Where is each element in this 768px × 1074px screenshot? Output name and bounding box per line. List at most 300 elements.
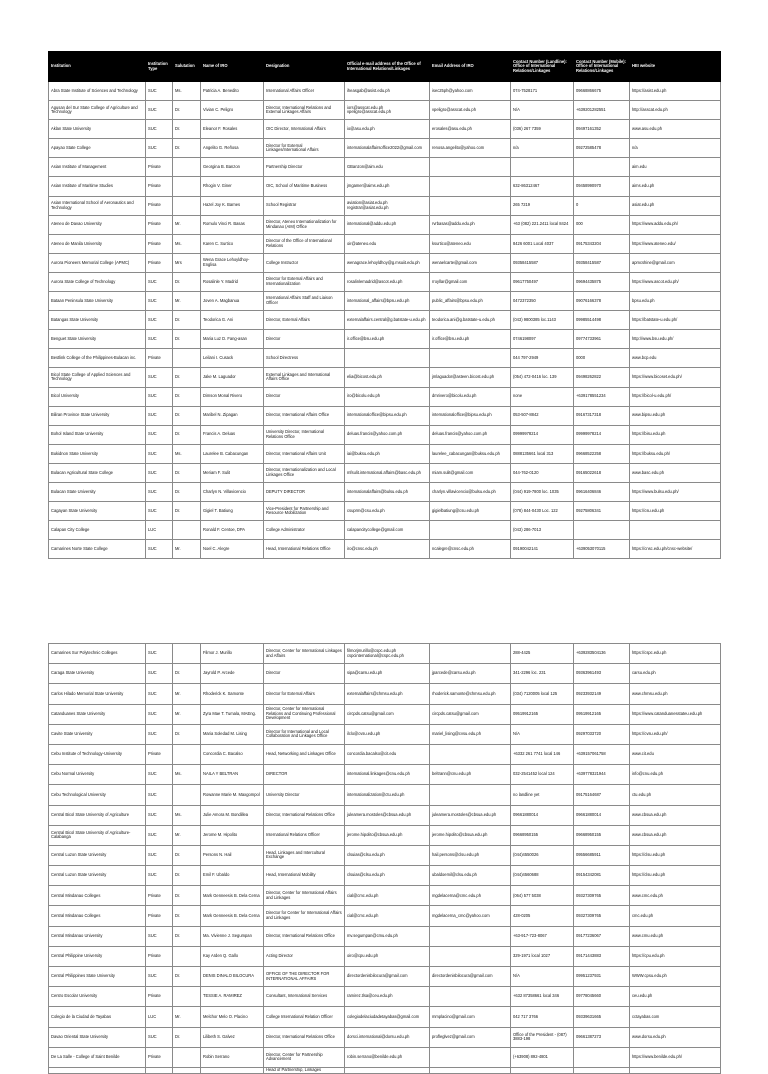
table-row [49, 926, 721, 946]
cell-institution-type: LUC [146, 521, 173, 540]
cell-institution-type: Private [146, 349, 173, 368]
cell-official-email: robin.serrano@benilde.edu.ph [345, 1047, 430, 1067]
cell-hei-website: https://www.catanduanesstateu.edu.ph [630, 704, 721, 724]
cell-official-email: cial@cmc.edu.ph [345, 906, 430, 926]
cell-salutation: Mr. [173, 1007, 201, 1027]
table-row [49, 664, 721, 684]
cell-salutation: Dr. [173, 926, 201, 946]
cell-name-of-iro: Laurelee B. Cabacungan [201, 444, 264, 463]
cell-iro-email: ncalegre@cnsc.edu.ph [430, 540, 511, 559]
cell-iro-email: jparcede@carsu.edu.ph [430, 664, 511, 684]
cell-hei-website: https://clsu.edu.ph [630, 866, 721, 886]
cell-mobile: 09297033720 [574, 724, 630, 744]
cell-landline: 0888135661 local 313 [511, 444, 574, 463]
cell-institution: Bulacan State University [49, 482, 146, 501]
cell-name-of-iro [201, 1067, 264, 1073]
cell-salutation [173, 521, 201, 540]
cell-iro-email [430, 349, 511, 368]
cell-institution-type: SUC [146, 540, 173, 559]
cell-institution-type: SUC [146, 664, 173, 684]
cell-hei-website: apmcshine@gmail.com [630, 253, 721, 272]
cell-institution: Colegio de la Ciudad de Tayabas [49, 1007, 146, 1027]
cell-name-of-iro: Georgina B. Banzon [201, 158, 264, 177]
col-header-official-email: Official e-mail address of the Office of International Relations/Linkages [345, 52, 430, 82]
cell-mobile: 09154342081 [574, 866, 630, 886]
cell-salutation: Dr. [173, 330, 201, 349]
cell-mobile: 09661387273 [574, 1027, 630, 1047]
cell-institution-type: SUC [146, 425, 173, 444]
cell-designation: Director, Ateneo Internationalization for Mindanao (AIM) Office [264, 215, 345, 234]
cell-mobile: 09076166378 [574, 292, 630, 311]
col-header-hei-website: HEI website [630, 52, 721, 82]
cell-institution-type: Private [146, 215, 173, 234]
cell-landline: +632 87358661 local 346 [511, 987, 574, 1007]
cell-designation: OIC Director, International Affairs [264, 120, 345, 139]
cell-official-email: mfsulit.international.affairs@basc.edu.ph [345, 463, 430, 482]
cell-official-email: externalaffairs.central@g.batstate-u.edu.ph [345, 311, 430, 330]
cell-name-of-iro: Ronald F. Centoe, DPA [201, 521, 264, 540]
cell-official-email: wenagrace.lehoyldhoy@g.msuiit.edu.ph [345, 253, 430, 272]
cell-landline: 09519912165 [511, 704, 574, 724]
cell-hei-website: n/a [630, 139, 721, 158]
cell-institution-type: SUC [146, 704, 173, 724]
cell-name-of-iro: Vivian C. Peligro [201, 101, 264, 120]
cell-official-email: iai@buksu.edu.ph [345, 444, 430, 463]
table-row [49, 101, 721, 120]
cell-institution: Central Philippines State University [49, 967, 146, 987]
table-row [49, 906, 721, 926]
cell-name-of-iro: Rowanne Marie M. Maxgompol [201, 785, 264, 805]
cell-hei-website: https://www.bulsu.edu.ph/ [630, 482, 721, 501]
cell-salutation: Mr. [173, 215, 201, 234]
cell-name-of-iro: Francis A. Deluas [201, 425, 264, 444]
cell-mobile: 09167317318 [574, 406, 630, 425]
cell-institution-type: SUC [146, 463, 173, 482]
table-row [49, 253, 721, 272]
cell-institution-type: SUC [146, 368, 173, 387]
cell-salutation: Dr. [173, 502, 201, 521]
cell-iro-email: profleglvez@gmail.com [430, 1027, 511, 1047]
cell-landline: no landline yet [511, 785, 574, 805]
cell-salutation: Dr. [173, 724, 201, 744]
cell-institution-type: SUC [146, 311, 173, 330]
cell-designation: Director, Internationalization and Local Linkages Office [264, 463, 345, 482]
col-header-landline: Contact Number (Landline): Office of International Relations/Linkages [511, 52, 574, 82]
header-row [49, 52, 721, 82]
cell-hei-website: https://www.bicoset.edu.ph/ [630, 368, 721, 387]
cell-institution: Cavite State University [49, 724, 146, 744]
cell-institution: Aklan State University [49, 120, 146, 139]
cell-salutation: Dr. [173, 368, 201, 387]
cell-mobile: +639157061758 [574, 744, 630, 764]
table-row [49, 886, 721, 906]
cell-mobile: 09358415587 [574, 253, 630, 272]
cell-designation: Head, International Relations Office [264, 540, 345, 559]
cell-iro-email: mgdelacerna@cmc.edu.ph [430, 886, 511, 906]
cell-mobile: 09339631665 [574, 1007, 630, 1027]
cell-salutation: Dr. [173, 886, 201, 906]
table-row [49, 444, 721, 463]
cell-iro-email: ir.office@bsu.edu.ph [430, 330, 511, 349]
cell-designation: College Administrator [264, 521, 345, 540]
cell-name-of-iro: Jayrold P. Arcede [201, 664, 264, 684]
cell-designation: Acting Director [264, 946, 345, 966]
cell-name-of-iro: NAILA Y BELTRAN [201, 765, 264, 785]
cell-hei-website: ctu.edu.ph [630, 785, 721, 805]
cell-mobile: 09668866675 [574, 82, 630, 101]
cell-mobile [574, 1067, 630, 1073]
cell-salutation: Mr. [173, 292, 201, 311]
cell-iro-email: rhoderick.samonte@chmsu.edu.ph [430, 684, 511, 704]
cell-designation: College Instructor [264, 253, 345, 272]
cell-landline: 428-0205 [511, 906, 574, 926]
cell-salutation: Dr. [173, 482, 201, 501]
cell-salutation: Mrs [173, 253, 201, 272]
cell-institution: Asian Institute of Management [49, 158, 146, 177]
cell-institution-type: SUC [146, 926, 173, 946]
cell-official-email: csuprm@csu.edu.ph [345, 502, 430, 521]
cell-official-email: sipa@carsu.edu.ph [345, 664, 430, 684]
cell-mobile: 09233932149 [574, 684, 630, 704]
cell-designation: Director, International Affairs Office [264, 406, 345, 425]
cell-institution: Apayao State College [49, 139, 146, 158]
cell-institution-type: Private [146, 158, 173, 177]
cell-designation: External Linkages and International Affairs Office [264, 368, 345, 387]
col-header-mobile: Contact Number (Mobile): Office of International Relations/Linkages [574, 52, 630, 82]
cell-designation: Consultant, International Services [264, 987, 345, 1007]
table-row [49, 196, 721, 215]
cell-landline: 09999978214 [511, 425, 574, 444]
cell-landline: 074-7528171 [511, 82, 574, 101]
cell-iro-email: gigielbatiung@csu.edu.ph [430, 502, 511, 521]
cell-mobile: 09363961493 [574, 664, 630, 684]
cell-designation: Director [264, 387, 345, 406]
cell-institution: Aurora State College of Technology [49, 272, 146, 291]
cell-designation: Director, Center for International Relations and Continuing Professional Development [264, 704, 345, 724]
cell-hei-website: cmc.edu.ph [630, 906, 721, 926]
cell-landline: Office of the President - (087) 3883-198 [511, 1027, 574, 1047]
cell-name-of-iro: Meriam F. Sulit [201, 463, 264, 482]
table-row [49, 704, 721, 724]
cell-iro-email: wenaelcarte@gmail.com [430, 253, 511, 272]
cell-institution-type: SUC [146, 967, 173, 987]
cell-institution-type: SUC [146, 502, 173, 521]
cell-institution-type: SUC [146, 82, 173, 101]
cell-name-of-iro: Rosalinle Y. Madrid [201, 272, 264, 291]
col-header-institution-type: Institution Type [146, 52, 173, 82]
cell-landline: 0746198097 [511, 330, 574, 349]
cell-official-email: cial@cmc.edu.ph [345, 886, 430, 906]
cell-institution-type: SUC [146, 444, 173, 463]
cell-name-of-iro: TESSIE A. RAMIREZ [201, 987, 264, 1007]
cell-institution [49, 1067, 146, 1073]
cell-designation: Director, Center for Partnership Advancement [264, 1047, 345, 1067]
cell-name-of-iro: Charlyn N. Villavicencio [201, 482, 264, 501]
cell-iro-email [430, 785, 511, 805]
cell-landline: 09661880014 [511, 805, 574, 825]
cell-institution: Abra State Institute of Sciences and Technology [49, 82, 146, 101]
cell-institution: Bicol State College of Applied Sciences and Technology [49, 368, 146, 387]
cell-mobile: +639201282551 [574, 101, 630, 120]
cell-designation: Director, Center for International Linkages and Affairs [264, 644, 345, 664]
cell-official-email: juleamera.mostoles@cbsua.edu.ph [345, 805, 430, 825]
cell-mobile: 09272585478 [574, 139, 630, 158]
table-row [49, 177, 721, 196]
table-row [49, 139, 721, 158]
cell-designation: University Director, International Relations Office [264, 425, 345, 444]
cell-mobile: 09175164687 [574, 785, 630, 805]
cell-official-email: iro@cnsc.edu.ph [345, 540, 430, 559]
cell-institution: Agusan del Sur State College of Agriculture and Technology [49, 101, 146, 120]
cell-name-of-iro: Jerome M. Hipolito [201, 825, 264, 845]
cell-official-email: jmgamer@aims.edu.ph [345, 177, 430, 196]
cell-hei-website: https://cspc.edu.ph [630, 644, 721, 664]
cell-name-of-iro: Rhogin V. Giner [201, 177, 264, 196]
cell-hei-website: https://bisu.edu.ph [630, 425, 721, 444]
cell-official-email: io@asu.edu.ph [345, 120, 430, 139]
cell-mobile: 09327309765 [574, 906, 630, 926]
cell-institution-type: Private [146, 987, 173, 1007]
cell-iro-email [430, 177, 511, 196]
cell-mobile: 09498262822 [574, 368, 630, 387]
cell-official-email: ilclo@cvsu.edu.ph [345, 724, 430, 744]
cell-institution-type: Private [146, 1047, 173, 1067]
cell-landline: 032-2541452 local 124 [511, 765, 574, 785]
cell-mobile: 0000 [574, 349, 630, 368]
col-header-institution: Institution [49, 52, 146, 82]
cell-iro-email: rroyllar@gmail.com [430, 272, 511, 291]
cell-name-of-iro: Zyra Mae T. Tumala, MAEng. [201, 704, 264, 724]
cell-official-email: iro@bicolu.edu.ph [345, 387, 430, 406]
cell-institution: Davao Oriental State University [49, 1027, 146, 1047]
cell-name-of-iro: Jake M. Laguador [201, 368, 264, 387]
cell-official-email: clsuias@clsu.edu.ph [345, 866, 430, 886]
col-header-designation: Designation [264, 52, 345, 82]
cell-iro-email [430, 987, 511, 1007]
cell-institution-type: Private [146, 234, 173, 253]
cell-institution: Central Luzon State University [49, 866, 146, 886]
cell-mobile: +639178551234 [574, 387, 630, 406]
cell-official-email: oiro@cpu.edu.ph [345, 946, 430, 966]
cell-designation: Head of Partnership, Linkages [264, 1067, 345, 1073]
cell-official-email: jerome.hipolito@cbsua.edu.ph [345, 825, 430, 845]
cell-official-email: deluas.francis@yahoo.com.ph [345, 425, 430, 444]
cell-institution: Carlos Hilado Memorial State University [49, 684, 146, 704]
cell-salutation [173, 158, 201, 177]
cell-name-of-iro: Dimson Monal Rivero [201, 387, 264, 406]
cell-mobile: 09458990970 [574, 177, 630, 196]
cell-hei-website: www.cmu.edu.ph [630, 926, 721, 946]
cell-mobile: 000 [574, 215, 630, 234]
table-row [49, 1047, 721, 1067]
cell-name-of-iro: Lilibeth S. Galvez [201, 1027, 264, 1047]
cell-iro-email: mgdelacerna_cmc@yahoo.com [430, 906, 511, 926]
cell-landline: 042 717 3766 [511, 1007, 574, 1027]
cell-institution-type: SUC [146, 805, 173, 825]
cell-mobile: 09985514498 [574, 311, 630, 330]
cell-mobile: 09774733961 [574, 330, 630, 349]
cell-iro-email: jmlaguador@asteen.bicost.edu.ph [430, 368, 511, 387]
cell-salutation: Dr. [173, 311, 201, 330]
cell-designation: Head, International Mobility [264, 866, 345, 886]
cell-salutation: Dr. [173, 120, 201, 139]
cell-iro-email: mariel_lising@cvsu.edu.ph [430, 724, 511, 744]
table-row [49, 425, 721, 444]
cell-landline [511, 1067, 574, 1073]
cell-official-email: colegiodelaciudadetayabas@gmail.com [345, 1007, 430, 1027]
cell-designation: Head, Linkages and Intercultural Exchange [264, 845, 345, 865]
cell-official-email: ir.office@bsu.edu.ph [345, 330, 430, 349]
cell-mobile [574, 158, 630, 177]
cell-institution: Central Philippine University [49, 946, 146, 966]
table-row [49, 724, 721, 744]
cell-official-email: directordenisbilocura@gmail.com [345, 967, 430, 987]
cell-salutation: Ms. [173, 765, 201, 785]
cell-institution: Camarines Sur Polytechnic Colleges [49, 644, 146, 664]
cell-salutation [173, 946, 201, 966]
cell-mobile: +639778321944 [574, 765, 630, 785]
cell-name-of-iro: Filmor J. Murillo [201, 644, 264, 664]
cell-hei-website: WWW.cpsu.edu.ph [630, 967, 721, 987]
cell-salutation: Dr. [173, 272, 201, 291]
table-row [49, 805, 721, 825]
table-row [49, 215, 721, 234]
cell-landline: (036) 267 7359 [511, 120, 574, 139]
cell-landline: n/a [511, 139, 574, 158]
cell-official-email: internationaloffice@bipsu.edu.ph [345, 406, 430, 425]
cell-institution-type: Private [146, 196, 173, 215]
cell-institution: Calapan City College [49, 521, 146, 540]
cell-salutation [173, 349, 201, 368]
table-row [49, 330, 721, 349]
cell-hei-website: https://cpu.edu.ph [630, 946, 721, 966]
cell-institution-type: Private [146, 946, 173, 966]
cell-iro-email [430, 926, 511, 946]
cell-mobile: 09519912165 [574, 704, 630, 724]
cell-designation: OFFICE OF THE DIRECTOR FOR INTERNATIONAL AFFAIRS [264, 967, 345, 987]
cell-salutation [173, 1047, 201, 1067]
cell-iro-email: erosales@asu.edu.ph [430, 120, 511, 139]
cell-mobile: 09327309765 [574, 886, 630, 906]
cell-designation: Partnership Director [264, 158, 345, 177]
cell-name-of-iro: Joven A. Magbanua [201, 292, 264, 311]
cell-mobile [574, 521, 630, 540]
cell-iro-email: laurelee_cabacungan@buksu.edu.ph [430, 444, 511, 463]
cell-name-of-iro: Maribel N. Zipagan [201, 406, 264, 425]
cell-institution-type: Private [146, 744, 173, 764]
table-row [49, 684, 721, 704]
cell-salutation: Mr. [173, 704, 201, 724]
cell-landline: 09358415587 [511, 253, 574, 272]
cell-iro-email [430, 946, 511, 966]
cell-official-email: international.linkages@cnu.edu.ph [345, 765, 430, 785]
cell-official-email: elia@bicost.edu.ph [345, 368, 430, 387]
cell-official-email: iors@asscat.edu.ph vpeligro@asscat.edu.ph [345, 101, 430, 120]
cell-salutation: Dr. [173, 139, 201, 158]
cell-designation: Director, International Affairs Unit [264, 444, 345, 463]
cell-landline: 341-2296 loc. 231 [511, 664, 574, 684]
cell-landline: 044 797-2949 [511, 349, 574, 368]
cell-hei-website: ceu.edu.ph [630, 987, 721, 1007]
table-row [49, 368, 721, 387]
cell-iro-email [430, 521, 511, 540]
cell-official-email: aviation@asiat.edu.ph registrar@asiat.edu.ph [345, 196, 430, 215]
cell-salutation [173, 644, 201, 664]
cell-institution-type: SUC [146, 724, 173, 744]
cell-mobile: 09177236067 [574, 926, 630, 946]
cell-landline: (043) 9800385 loc.1143 [511, 311, 574, 330]
cell-official-email: calapancitycollege@gmail.com [345, 521, 430, 540]
cell-salutation: Dr. [173, 906, 201, 926]
cell-designation: Director for International and Local Collaboration and Linkages Office [264, 724, 345, 744]
cell-designation: OIC, School of Maritime Business [264, 177, 345, 196]
table-row [49, 825, 721, 845]
cell-hei-website: carsu.edu.ph [630, 664, 721, 684]
cell-designation: Director of the Office of International Relations [264, 234, 345, 253]
col-header-salutation: Salutation [173, 52, 201, 82]
cell-iro-email: hail.persons@clsu.edu.ph [430, 845, 511, 865]
table-row [49, 785, 721, 805]
cell-hei-website: https://buksu.edu.ph/ [630, 444, 721, 463]
cell-institution: Biliran Province State University [49, 406, 146, 425]
cell-landline: (044)4550026 [511, 845, 574, 865]
cell-institution-type [146, 1067, 173, 1073]
cell-iro-email [430, 1047, 511, 1067]
cell-landline: (044) 919-7800 loc. 1035 [511, 482, 574, 501]
cell-official-email: international_affairs@bpsu.edu.ph [345, 292, 430, 311]
cell-salutation: Dr. [173, 664, 201, 684]
cell-landline: 288-4425 [511, 644, 574, 664]
cell-designation: Director for External Affairs and Internationalization [264, 272, 345, 291]
cell-name-of-iro: Kay Arden Q. Gallo [201, 946, 264, 966]
cell-landline: (064) 577 5038 [511, 886, 574, 906]
table-row [49, 1027, 721, 1047]
cell-mobile: 09661880014 [574, 805, 630, 825]
cell-landline: +63 (082) 221.2411 local 8424 [511, 215, 574, 234]
cell-iro-email [430, 744, 511, 764]
cell-salutation: Dr. [173, 387, 201, 406]
cell-landline: N/A [511, 724, 574, 744]
cell-institution: Central Mindanao Colleges [49, 886, 146, 906]
cell-mobile: 09165022618 [574, 463, 630, 482]
cell-hei-website [630, 1067, 721, 1073]
cell-salutation: Mr. [173, 825, 201, 845]
table-row [49, 463, 721, 482]
table-row [49, 521, 721, 540]
cell-hei-website [630, 521, 721, 540]
cell-mobile: 09668950155 [574, 825, 630, 845]
table-row [49, 744, 721, 764]
cell-landline: (034) 7120005 local 125 [511, 684, 574, 704]
cell-institution: Asian Institute of Maritime Studies [49, 177, 146, 196]
cell-iro-email: teodorica.ani@g.batstate-u.edu.ph [430, 311, 511, 330]
table-row [49, 866, 721, 886]
cell-iro-email: mmplacino@gmail.com [430, 1007, 511, 1027]
cell-landline: 0472372350 [511, 292, 574, 311]
table-row [49, 292, 721, 311]
cell-mobile: 09275806341 [574, 502, 630, 521]
cell-official-email: iheasgab@asist.edu.ph [345, 82, 430, 101]
cell-designation: International Relations Officer [264, 825, 345, 845]
cell-hei-website: www.cbsua.edu.ph [630, 805, 721, 825]
cell-landline: (078) 844-0430 Loc. 122 [511, 502, 574, 521]
cell-designation: School Directress [264, 349, 345, 368]
cell-mobile: 09951237931 [574, 967, 630, 987]
cell-institution-type: SUC [146, 406, 173, 425]
cell-designation: Director, International Relations Office [264, 926, 345, 946]
cell-hei-website: www.cmc.edu.ph [630, 886, 721, 906]
cell-mobile: 09778045660 [574, 987, 630, 1007]
